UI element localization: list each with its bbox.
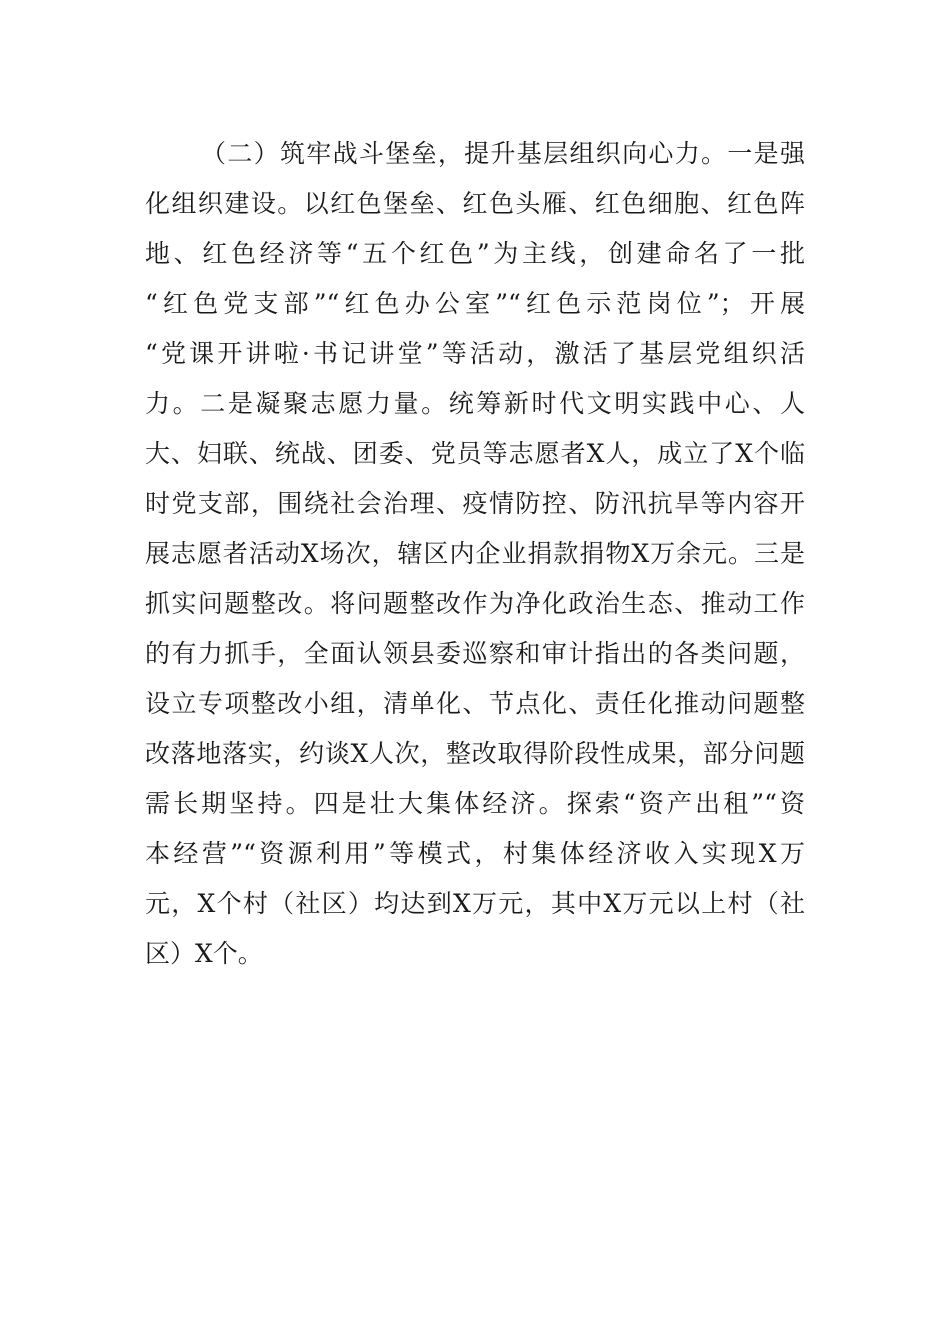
paragraph-line: “党课开讲啦·书记讲堂”等活动，激活了基层党组织活 <box>145 339 805 368</box>
paragraph-line: 区）X个。 <box>145 939 263 968</box>
paragraph-line: 抓实问题整改。将问题整改作为净化政治生态、推动工作 <box>145 589 805 618</box>
paragraph-line: 展志愿者活动X场次，辖区内企业捐款捐物X万余元。三是 <box>145 539 805 568</box>
paragraph-line: 时党支部，围绕社会治理、疫情防控、防汛抗旱等内容开 <box>145 489 805 518</box>
paragraph-line: （二）筑牢战斗堡垒，提升基层组织向心力。一是强 <box>201 139 805 168</box>
paragraph-line: 地、红色经济等“五个红色”为主线，创建命名了一批 <box>145 239 805 268</box>
paragraph-line: 的有力抓手，全面认领县委巡察和审计指出的各类问题， <box>145 639 805 668</box>
paragraph-line: 大、妇联、统战、团委、党员等志愿者X人，成立了X个临 <box>145 439 805 468</box>
paragraph-line: 元，X个村（社区）均达到X万元，其中X万元以上村（社 <box>145 889 805 918</box>
paragraph-line: 改落地落实，约谈X人次，整改取得阶段性成果，部分问题 <box>145 739 805 768</box>
paragraph-line: 需长期坚持。四是壮大集体经济。探索“资产出租”“资 <box>145 789 805 818</box>
paragraph-line: 力。二是凝聚志愿力量。统筹新时代文明实践中心、人 <box>145 389 805 418</box>
paragraph-line: 设立专项整改小组，清单化、节点化、责任化推动问题整 <box>145 689 805 718</box>
paragraph-line: 本经营”“资源利用”等模式，村集体经济收入实现X万 <box>145 839 805 868</box>
paragraph-line: “红色党支部”“红色办公室”“红色示范岗位”；开展 <box>145 289 805 318</box>
paragraph-line: 化组织建设。以红色堡垒、红色头雁、红色细胞、红色阵 <box>145 189 805 218</box>
body-paragraph <box>145 129 805 979</box>
